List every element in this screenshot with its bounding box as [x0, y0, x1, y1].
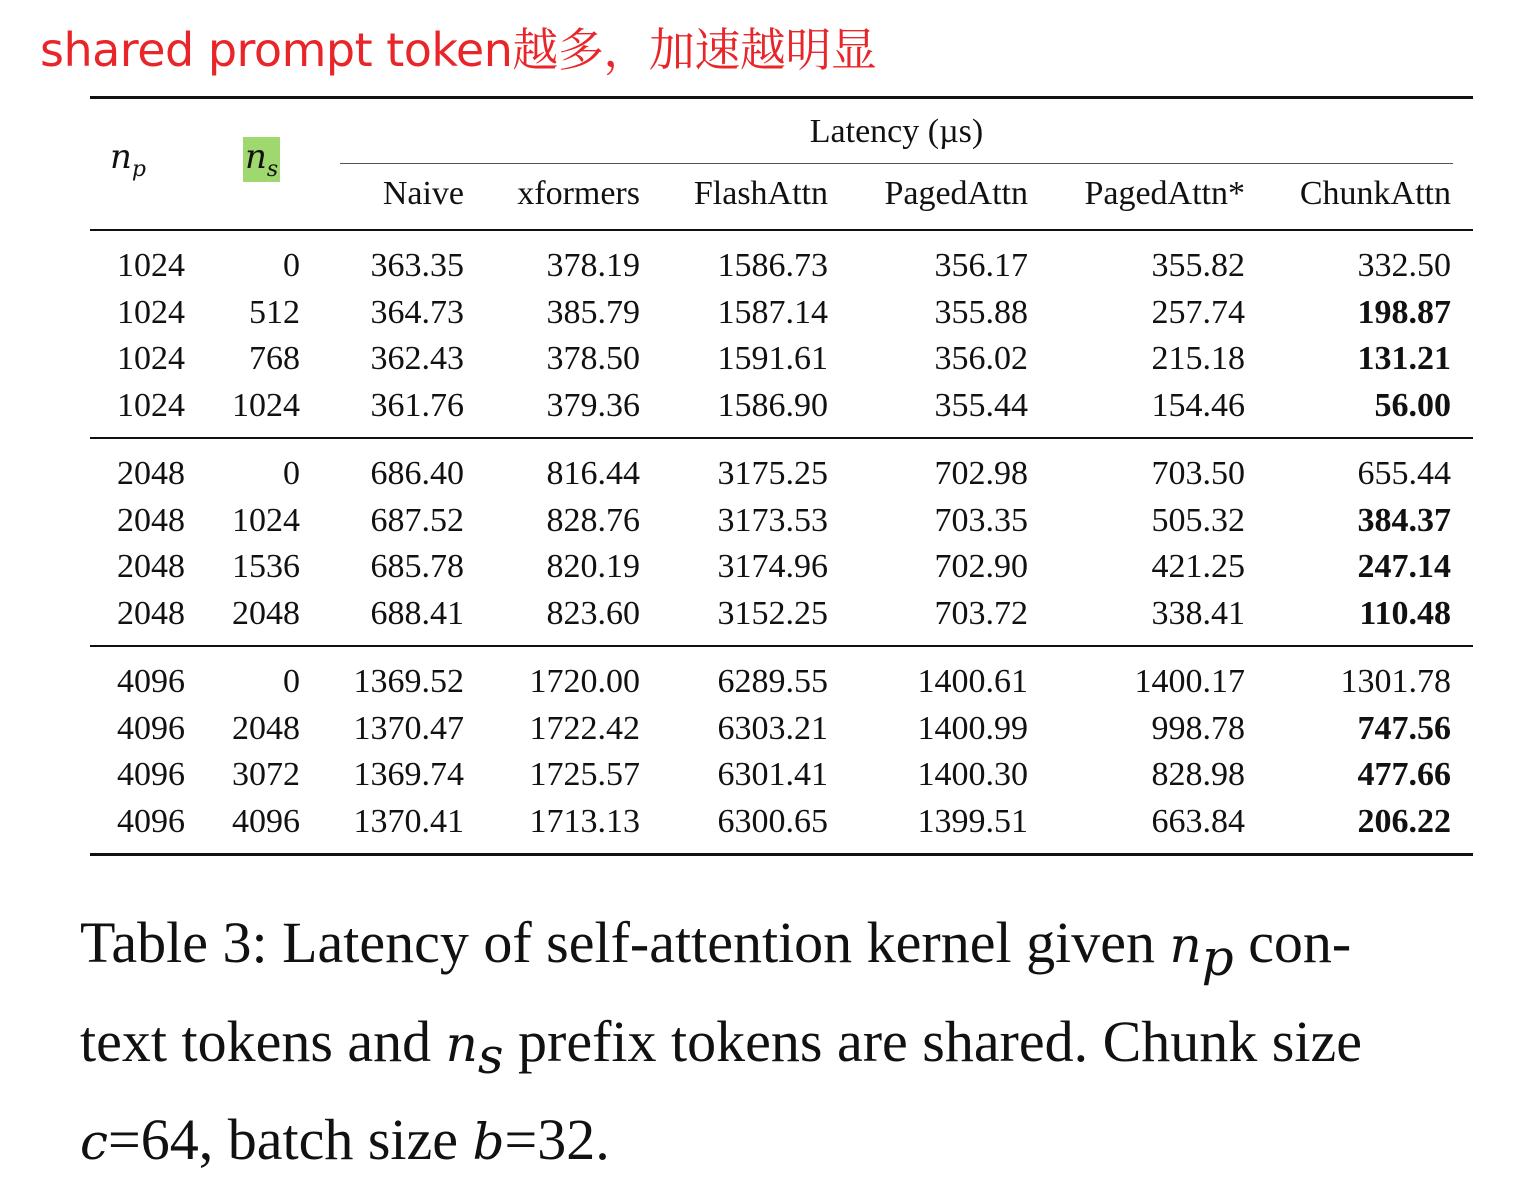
table-cell: 1586.90: [717, 386, 828, 424]
table-cell: 356.17: [934, 247, 1028, 284]
method-header: PagedAttn*: [1084, 175, 1245, 212]
table-cell: 688.41: [370, 594, 464, 632]
table-cell: 685.78: [370, 548, 464, 585]
table-cell: 2048: [232, 709, 300, 747]
table-cell: 1024: [117, 293, 185, 331]
latency-underline: [340, 163, 1453, 164]
table-cell: 6289.55: [717, 663, 828, 700]
table-cell: 1586.73: [717, 247, 828, 284]
table-cell: 378.50: [546, 340, 640, 377]
table-cell: 4096: [117, 709, 185, 747]
row-group: [90, 647, 1473, 853]
table-cell: 1591.61: [717, 340, 828, 377]
method-header: xformers: [517, 175, 640, 212]
table-cell: 687.52: [370, 501, 464, 539]
table-cell: 1400.99: [917, 709, 1028, 747]
table-cell: 6303.21: [717, 709, 828, 747]
table-cell: 1024: [232, 501, 300, 539]
table-cell: 816.44: [546, 455, 640, 492]
table-cell: 332.50: [1357, 247, 1451, 284]
table-cell: 828.98: [1151, 756, 1245, 793]
table-cell: 0: [283, 455, 300, 492]
table-cell: 1400.30: [917, 756, 1028, 793]
table-cell: 655.44: [1357, 455, 1451, 492]
table-cell: 362.43: [370, 340, 464, 377]
table-cell: 703.72: [934, 594, 1028, 632]
latency-header: Latency (µs): [809, 113, 984, 150]
table-cell: 110.48: [1359, 594, 1451, 632]
table-cell: 3174.96: [717, 548, 828, 585]
table-cell: 3072: [232, 756, 300, 793]
table-header: [90, 99, 1473, 229]
table-cell: 361.76: [370, 386, 464, 424]
table-row: [90, 449, 1473, 496]
method-header: ChunkAttn: [1299, 175, 1451, 212]
table-cell: 384.37: [1357, 501, 1451, 539]
table-cell: 702.90: [934, 548, 1028, 585]
table-cell: 1400.61: [917, 663, 1028, 700]
table-cell: 2048: [117, 548, 185, 585]
table-cell: 1024: [117, 340, 185, 377]
header-np: $n_p$: [110, 137, 146, 182]
method-header: PagedAttn: [884, 175, 1028, 212]
table-cell: 1370.41: [353, 802, 464, 840]
table-cell: 2048: [117, 455, 185, 492]
table-cell: 198.87: [1357, 293, 1451, 331]
table-row: [90, 288, 1473, 335]
table-cell: 998.78: [1151, 709, 1245, 747]
table-row: [90, 381, 1473, 428]
table-cell: 663.84: [1151, 802, 1245, 840]
table-cell: 512: [249, 293, 300, 331]
table-cell: 1587.14: [717, 293, 828, 331]
table-cell: 747.56: [1357, 709, 1451, 747]
table-cell: 768: [249, 340, 300, 377]
table-cell: 828.76: [546, 501, 640, 539]
table-cell: 363.35: [370, 247, 464, 284]
table-cell: 6300.65: [717, 802, 828, 840]
table-cell: 215.18: [1151, 340, 1245, 377]
table-cell: 823.60: [546, 594, 640, 632]
table-cell: 378.19: [546, 247, 640, 284]
table-cell: 6301.41: [717, 756, 828, 793]
table-cell: 1369.52: [353, 663, 464, 700]
table-cell: 379.36: [546, 386, 640, 424]
table-row: [90, 241, 1473, 288]
table-cell: 131.21: [1357, 340, 1451, 377]
table-cell: 703.35: [934, 501, 1028, 539]
table-cell: 1370.47: [353, 709, 464, 747]
row-group: [90, 439, 1473, 645]
table-row: [90, 542, 1473, 589]
table-cell: 355.88: [934, 293, 1028, 331]
table-cell: 3173.53: [717, 501, 828, 539]
table-cell: 1301.78: [1340, 663, 1451, 700]
table-cell: 0: [283, 663, 300, 700]
table-cell: 4096: [232, 802, 300, 840]
table-cell: 4096: [117, 663, 185, 700]
table-cell: 1722.42: [529, 709, 640, 747]
table-cell: 385.79: [546, 293, 640, 331]
table-cell: 1399.51: [917, 802, 1028, 840]
table-row: [90, 334, 1473, 381]
table-row: [90, 589, 1473, 636]
table-cell: 1400.17: [1134, 663, 1245, 700]
table-cell: 2048: [117, 594, 185, 632]
table-cell: 703.50: [1151, 455, 1245, 492]
table-cell: 2048: [117, 501, 185, 539]
table-cell: 56.00: [1374, 386, 1451, 424]
table-cell: 356.02: [934, 340, 1028, 377]
table-cell: 820.19: [546, 548, 640, 585]
table-cell: 1725.57: [529, 756, 640, 793]
table-cell: 206.22: [1357, 802, 1451, 840]
table-cell: 505.32: [1151, 501, 1245, 539]
table-body: [90, 231, 1473, 856]
table-cell: 421.25: [1151, 548, 1245, 585]
header-ns-highlighted: $n_s$: [245, 137, 279, 182]
table-caption: Table 3: Latency of self-attention kernel given $n_p$ con- text tokens and $n_s$ prefix tokens are shared. Chunk size c=64, batch size b=32.: [80, 910, 1362, 1173]
table-cell: 355.82: [1151, 247, 1245, 284]
table-cell: 1720.00: [529, 663, 640, 700]
table-cell: 686.40: [370, 455, 464, 492]
table-cell: 257.74: [1151, 293, 1245, 331]
table-cell: 154.46: [1151, 386, 1245, 424]
table-cell: 1024: [117, 247, 185, 284]
table-cell: 355.44: [934, 386, 1028, 424]
table-cell: 3175.25: [717, 455, 828, 492]
table-cell: 3152.25: [717, 594, 828, 632]
table-cell: 0: [283, 247, 300, 284]
table-row: [90, 750, 1473, 797]
annotation-note: shared prompt token越多，加速越明显: [40, 23, 877, 77]
table-cell: 702.98: [934, 455, 1028, 492]
table-row: [90, 657, 1473, 704]
table-cell: 1369.74: [353, 756, 464, 793]
table-cell: 477.66: [1357, 756, 1451, 793]
method-header: FlashAttn: [693, 175, 828, 212]
table-row: [90, 496, 1473, 543]
table-cell: 4096: [117, 756, 185, 793]
table-cell: 1713.13: [529, 802, 640, 840]
method-header: Naive: [382, 175, 464, 212]
table-cell: 364.73: [370, 293, 464, 331]
table-cell: 1024: [117, 386, 185, 424]
row-group: [90, 231, 1473, 437]
table-row: [90, 704, 1473, 751]
bottom-rule: [90, 853, 1473, 856]
table-cell: 338.41: [1151, 594, 1245, 632]
table-cell: 1536: [232, 548, 300, 585]
table-cell: 247.14: [1357, 548, 1451, 585]
table-cell: 1024: [232, 386, 300, 424]
table-cell: 2048: [232, 594, 300, 632]
latency-table: [90, 96, 1473, 856]
table-row: [90, 797, 1473, 844]
table-cell: 4096: [117, 802, 185, 840]
